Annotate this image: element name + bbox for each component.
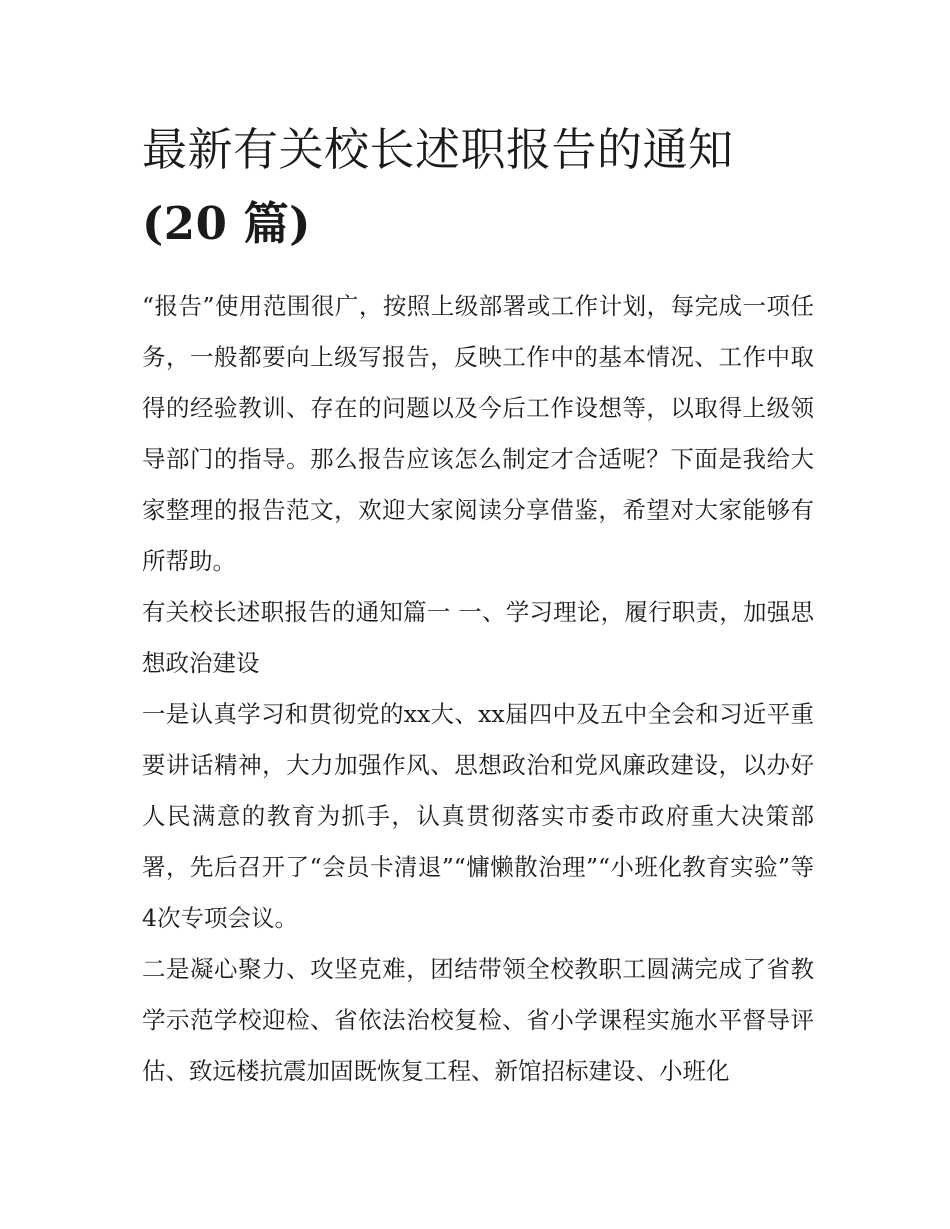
body-paragraph-1: 一是认真学习和贯彻党的xx大、xx届四中及五中全会和习近平重要讲话精神，大力加强作风、思想政治和党风廉政建设，以办好人民满意的教育为抓手，认真贯彻落实市委市政府重大决策部署，先后召开了“会员卡清退”“慵懒散治理”“小班化教育实验”等4次专项会议。 (142, 700, 814, 932)
section-heading-paragraph: 有关校长述职报告的通知篇一 一、学习理论，履行职责，加强思想政治建设 (142, 598, 814, 677)
title-main: 最新有关校长述职报告的通知 (142, 123, 734, 176)
title-count: (20 篇) (142, 197, 311, 250)
intro-paragraph: “报告”使用范围很广，按照上级部署或工作计划，每完成一项任务，一般都要向上级写报告，反映工作中的基本情况、工作中取得的经验教训、存在的问题以及今后工作设想等，以取得上级领导部门的指导。那么报告应该怎么制定才合适呢？下面是我给大家整理的报告范文，欢迎大家阅读分享借鉴，希望对大家能够有所帮助。 (142, 292, 814, 575)
document-body (142, 281, 814, 1097)
document-title (142, 113, 814, 261)
document-content (142, 113, 814, 1097)
body-paragraph-2: 二是凝心聚力、攻坚克难，团结带领全校教职工圆满完成了省教学示范学校迎检、省依法治校复检、省小学课程实施水平督导评估、致远楼抗震加固既恢复工程、新馆招标建设、小班化 (142, 955, 814, 1085)
